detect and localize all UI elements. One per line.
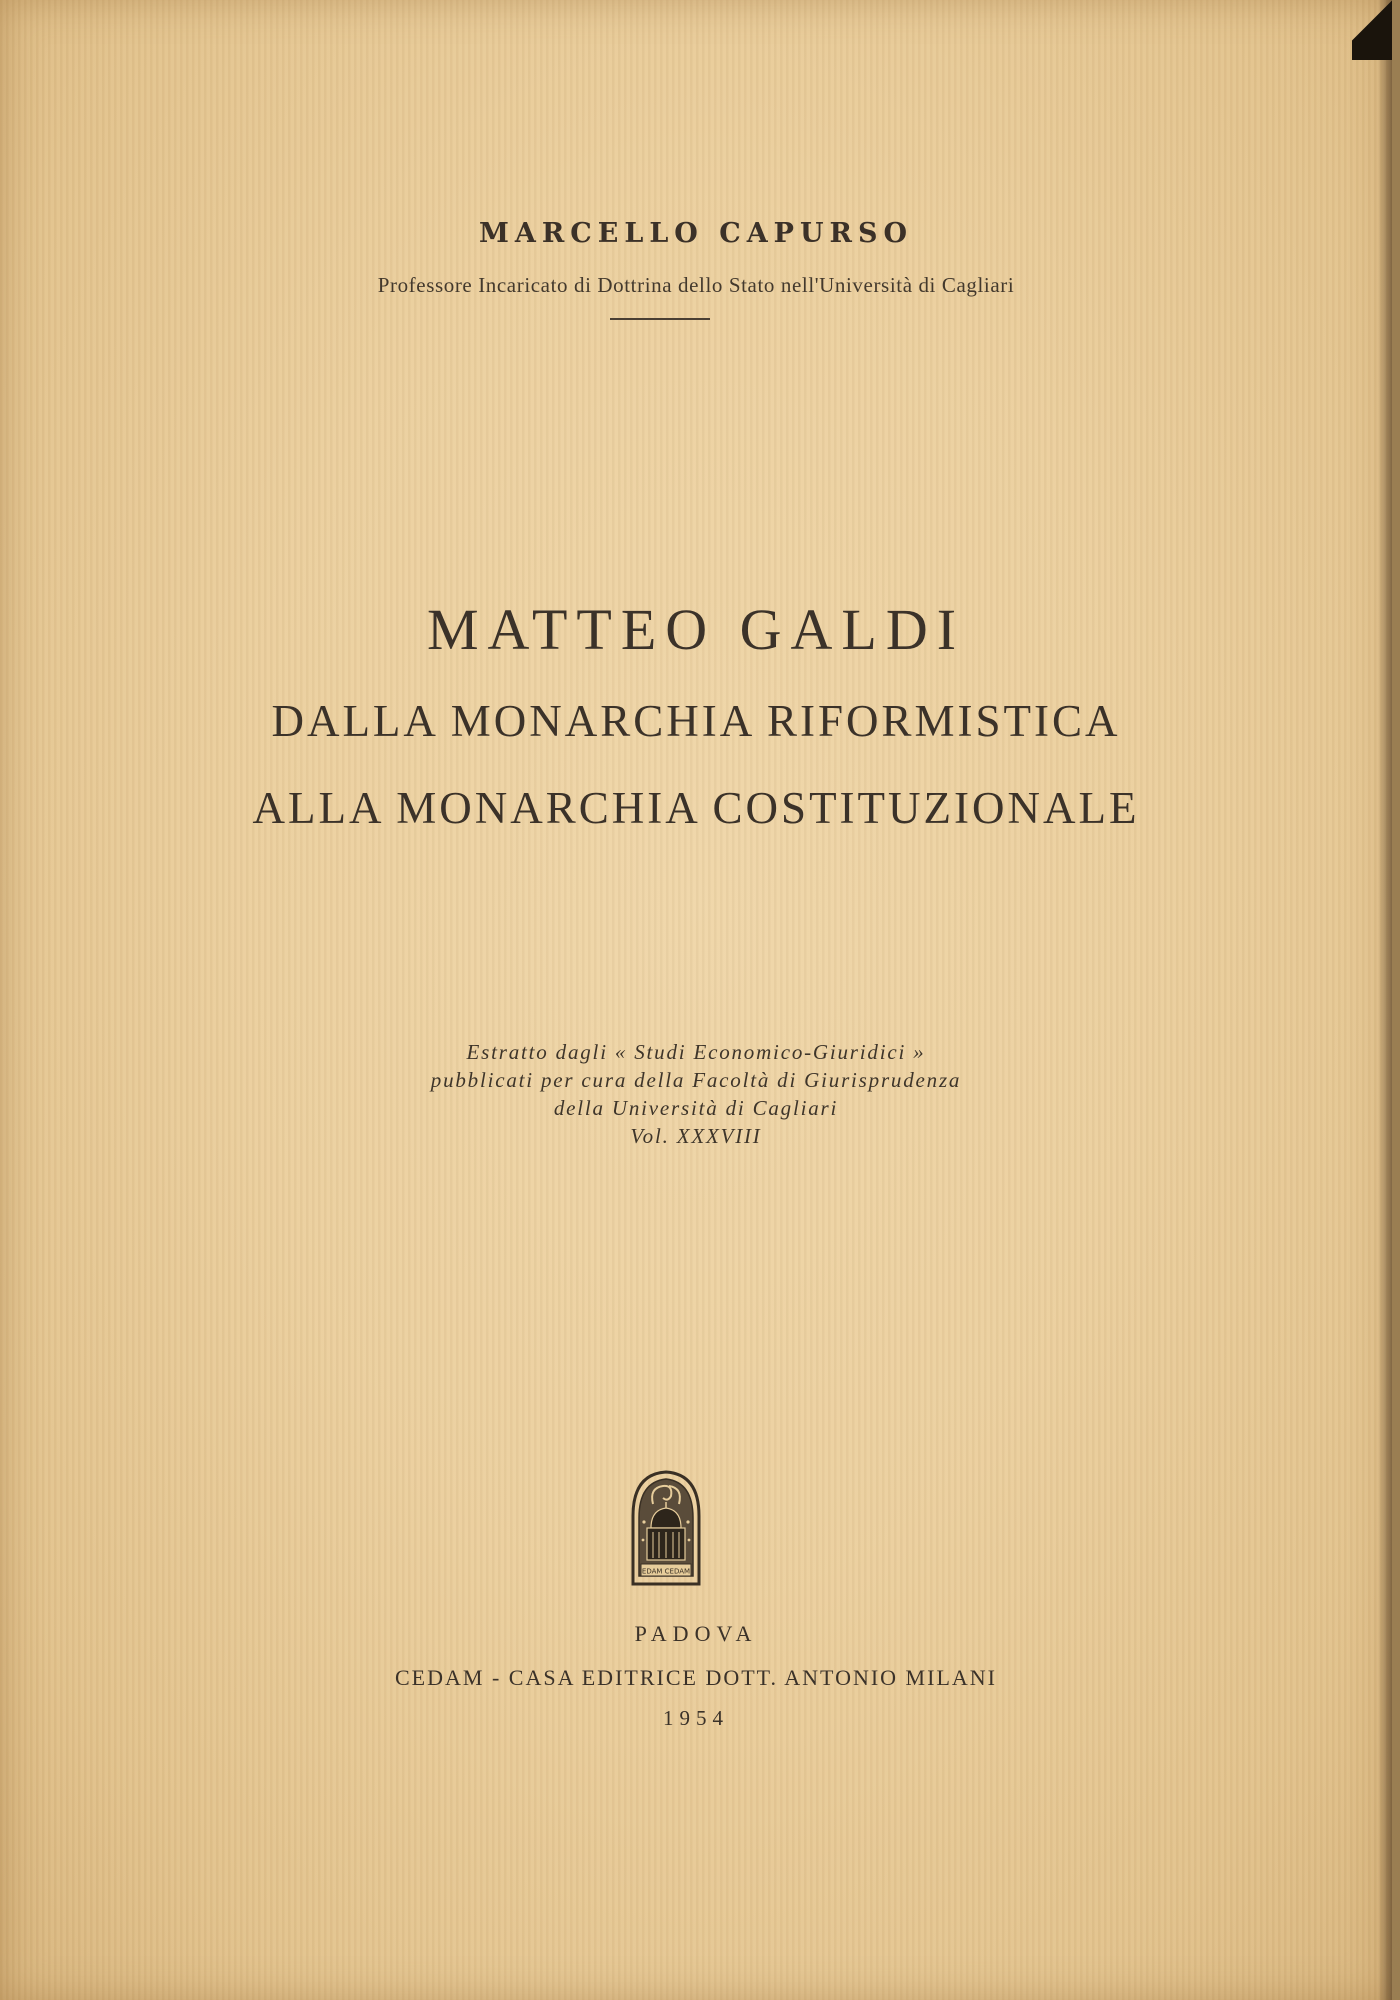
author-affiliation: Professore Incaricato di Dottrina dello Stato nell'Università di Cagliari <box>377 273 1015 297</box>
book-subtitle-line-1: DALLA MONARCHIA RIFORMISTICA <box>271 696 1121 746</box>
publisher-name: CEDAM - CASA EDITRICE DOTT. ANTONIO MILANI <box>395 1665 997 1690</box>
extract-line-1: Estratto dagli « Studi Economico-Giuridici » <box>466 1040 926 1064</box>
extract-line-2: pubblicati per cura della Facoltà di Giurisprudenza <box>430 1068 962 1092</box>
torn-corner <box>1352 0 1392 60</box>
publication-year: 1954 <box>663 1706 729 1730</box>
publisher-emblem-icon <box>627 1466 705 1588</box>
page-edge-shadow <box>1378 0 1392 2000</box>
divider-rule <box>610 318 710 320</box>
book-title: MATTEO GALDI <box>426 597 966 662</box>
emblem-label: EDAM CEDAM <box>641 1567 691 1576</box>
book-subtitle-line-2: ALLA MONARCHIA COSTITUZIONALE <box>252 783 1140 833</box>
author-name: MARCELLO CAPURSO <box>479 218 913 249</box>
publication-city: PADOVA <box>634 1621 758 1646</box>
extract-line-3: della Università di Cagliari <box>553 1096 839 1120</box>
extract-line-4: Vol. XXXVIII <box>630 1124 762 1148</box>
